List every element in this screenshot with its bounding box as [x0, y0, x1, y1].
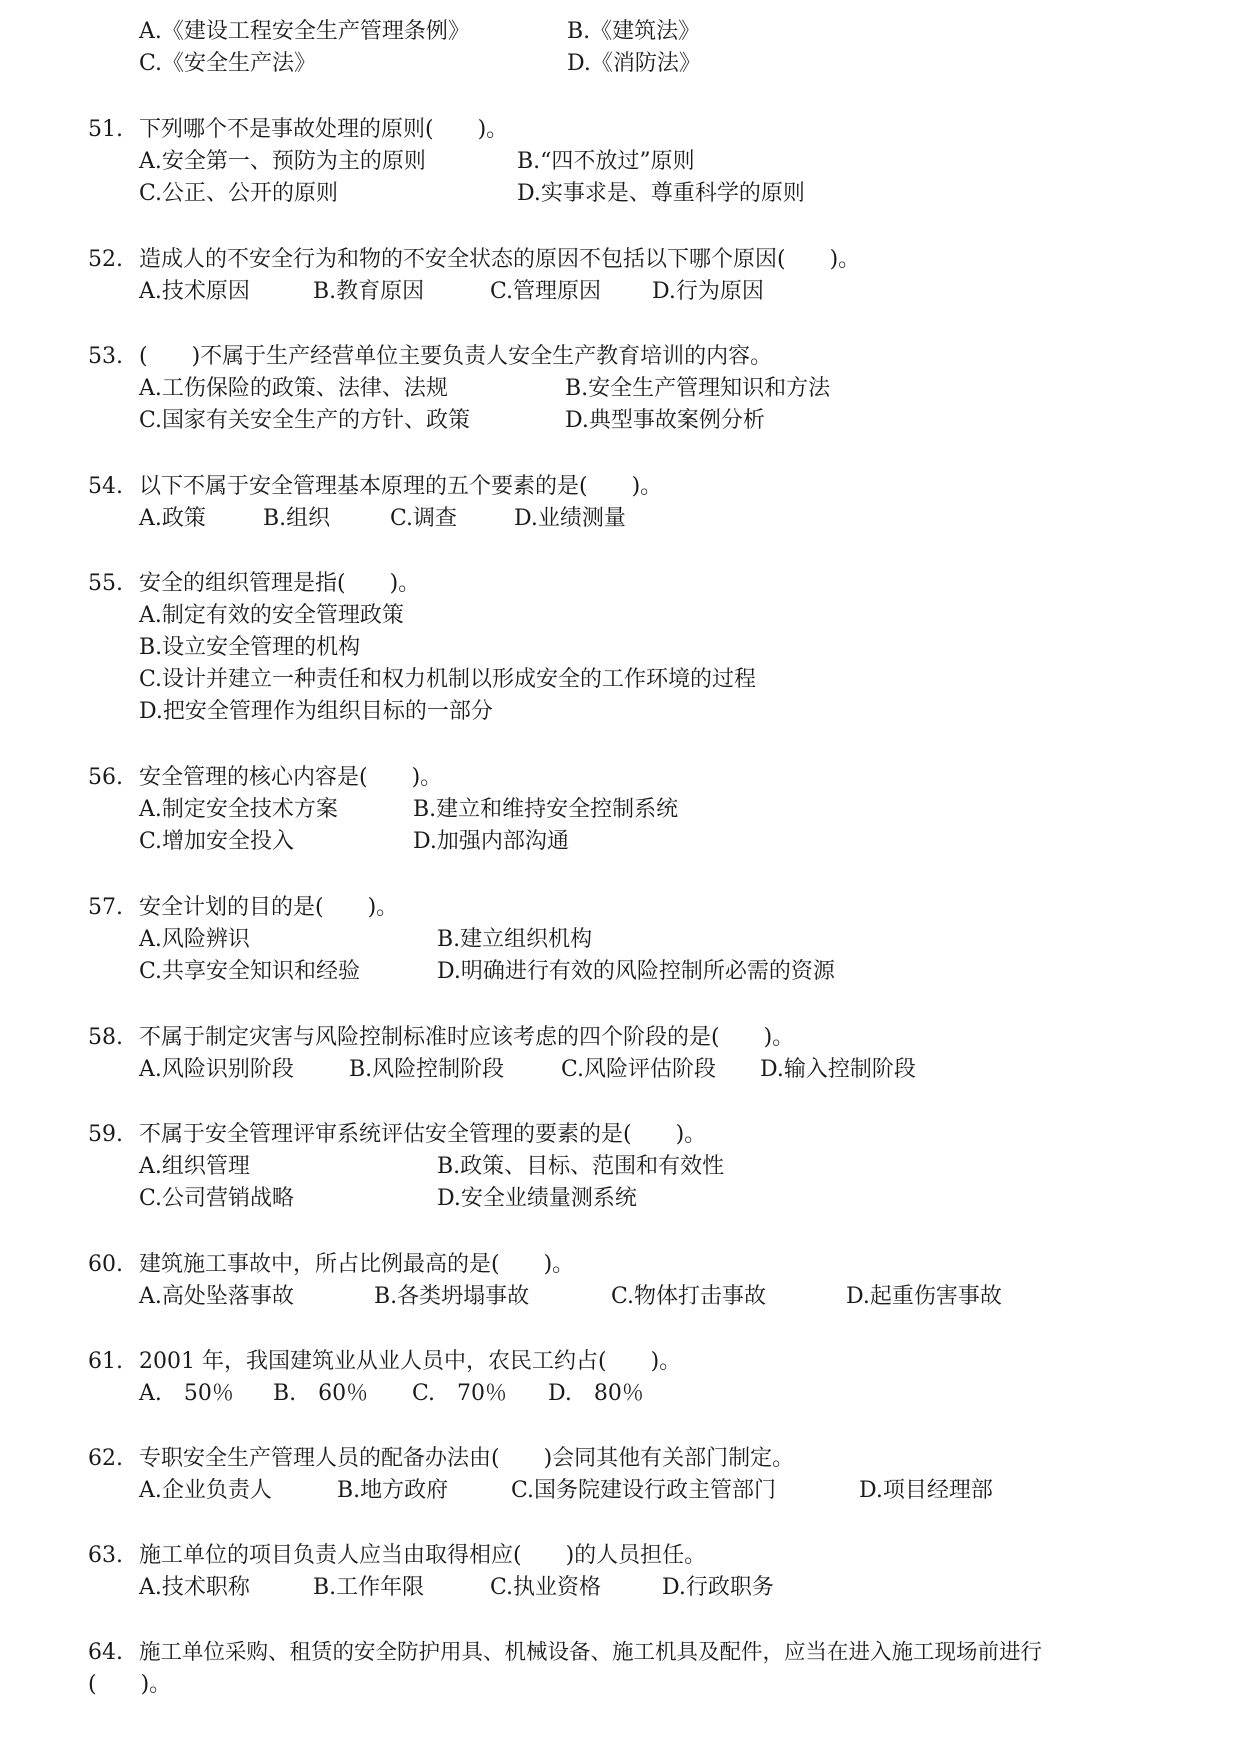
- question-number: 64.: [88, 1640, 123, 1665]
- option-b: B.建立组织机构: [437, 927, 593, 952]
- question-number: 57.: [88, 895, 123, 920]
- question-number: 53.: [88, 344, 123, 369]
- question-text: 不属于安全管理评审系统评估安全管理的要素的是( )。: [139, 1122, 707, 1147]
- option-b: B.地方政府: [337, 1478, 449, 1503]
- option-c: C.风险评估阶段: [561, 1057, 717, 1082]
- option-c: C.设计并建立一种责任和权力机制以形成安全的工作环境的过程: [139, 667, 757, 692]
- option-d: D. 80％: [548, 1381, 644, 1406]
- option-b: B. 60％: [273, 1381, 369, 1406]
- option-d: D.《消防法》: [567, 51, 701, 76]
- question-number: 54.: [88, 474, 123, 499]
- option-c: C.公正、公开的原则: [139, 181, 339, 206]
- option-d: D.行为原因: [652, 279, 764, 304]
- option-b: B.教育原因: [313, 279, 425, 304]
- option-c: C. 70％: [412, 1381, 508, 1406]
- option-c: C.增加安全投入: [139, 829, 295, 854]
- option-d: D.加强内部沟通: [413, 829, 569, 854]
- option-b: B.各类坍塌事故: [374, 1284, 530, 1309]
- option-b: B.风险控制阶段: [349, 1057, 505, 1082]
- question-text: 2001 年，我国建筑业从业人员中，农民工约占( )。: [139, 1349, 682, 1374]
- option-d: D.明确进行有效的风险控制所必需的资源: [437, 959, 835, 984]
- option-d: D.把安全管理作为组织目标的一部分: [139, 699, 493, 724]
- option-c: C.国务院建设行政主管部门: [511, 1478, 777, 1503]
- option-d: D.安全业绩量测系统: [437, 1186, 637, 1211]
- option-d: D.输入控制阶段: [760, 1057, 916, 1082]
- question-text: 施工单位的项目负责人应当由取得相应( )的人员担任。: [139, 1543, 707, 1568]
- option-c: C.调查: [390, 506, 458, 531]
- option-a: A.安全第一、预防为主的原则: [139, 149, 426, 174]
- question-number: 61.: [88, 1349, 123, 1374]
- option-b: B.设立安全管理的机构: [139, 635, 361, 660]
- question-number: 51.: [88, 117, 123, 142]
- option-c: C.国家有关安全生产的方针、政策: [139, 408, 471, 433]
- option-d: D.实事求是、尊重科学的原则: [517, 181, 805, 206]
- option-b: B.工作年限: [313, 1575, 425, 1600]
- option-b: B.“四不放过”原则: [517, 149, 695, 174]
- option-a: A.企业负责人: [139, 1478, 272, 1503]
- question-number: 52.: [88, 247, 123, 272]
- option-a: A.工伤保险的政策、法律、法规: [139, 376, 448, 401]
- option-a: A.技术职称: [139, 1575, 250, 1600]
- option-c: C.执业资格: [490, 1575, 602, 1600]
- option-a: A.制定有效的安全管理政策: [139, 603, 404, 628]
- question-text: 安全计划的目的是( )。: [139, 895, 399, 920]
- question-number: 60.: [88, 1252, 123, 1277]
- question-text-continuation: ( )。: [88, 1672, 172, 1697]
- option-d: D.典型事故案例分析: [565, 408, 765, 433]
- option-b: B.安全生产管理知识和方法: [565, 376, 831, 401]
- question-number: 59.: [88, 1122, 123, 1147]
- option-a: A.组织管理: [139, 1154, 250, 1179]
- option-a: A.技术原因: [139, 279, 250, 304]
- question-number: 62.: [88, 1446, 123, 1471]
- option-d: D.起重伤害事故: [846, 1284, 1002, 1309]
- question-text: 下列哪个不是事故处理的原则( )。: [139, 117, 509, 142]
- question-text: ( )不属于生产经营单位主要负责人安全生产教育培训的内容。: [139, 344, 773, 369]
- option-b: B.建立和维持安全控制系统: [413, 797, 679, 822]
- option-b: B.政策、目标、范围和有效性: [437, 1154, 725, 1179]
- option-b: B.组织: [263, 506, 331, 531]
- question-number: 63.: [88, 1543, 123, 1568]
- question-number: 56.: [88, 765, 123, 790]
- option-b: B.《建筑法》: [567, 19, 701, 44]
- question-text: 安全的组织管理是指( )。: [139, 571, 421, 596]
- question-text: 专职安全生产管理人员的配备办法由( )会同其他有关部门制定。: [139, 1446, 795, 1471]
- option-c: C.《安全生产法》: [139, 51, 317, 76]
- question-number: 55.: [88, 571, 123, 596]
- question-text: 造成人的不安全行为和物的不安全状态的原因不包括以下哪个原因( )。: [139, 247, 861, 272]
- option-c: C.管理原因: [490, 279, 602, 304]
- option-a: A.政策: [139, 506, 206, 531]
- question-number: 58.: [88, 1025, 123, 1050]
- option-a: A.风险辨识: [139, 927, 250, 952]
- option-c: C.共享安全知识和经验: [139, 959, 361, 984]
- question-text: 建筑施工事故中，所占比例最高的是( )。: [139, 1252, 575, 1277]
- option-a: A.高处坠落事故: [139, 1284, 294, 1309]
- option-d: D.行政职务: [662, 1575, 774, 1600]
- question-text: 以下不属于安全管理基本原理的五个要素的是( )。: [139, 474, 663, 499]
- option-a: A.制定安全技术方案: [139, 797, 338, 822]
- option-a: A.《建设工程安全生产管理条例》: [139, 19, 470, 44]
- option-c: C.公司营销战略: [139, 1186, 295, 1211]
- option-a: A. 50％: [139, 1381, 234, 1406]
- question-text: 安全管理的核心内容是( )。: [139, 765, 443, 790]
- option-d: D.业绩测量: [514, 506, 626, 531]
- question-text: 不属于制定灾害与风险控制标准时应该考虑的四个阶段的是( )。: [139, 1025, 795, 1050]
- option-d: D.项目经理部: [859, 1478, 993, 1503]
- option-a: A.风险识别阶段: [139, 1057, 294, 1082]
- question-text: 施工单位采购、租赁的安全防护用具、机械设备、施工机具及配件，应当在进入施工现场前进行: [139, 1640, 1043, 1665]
- option-c: C.物体打击事故: [611, 1284, 767, 1309]
